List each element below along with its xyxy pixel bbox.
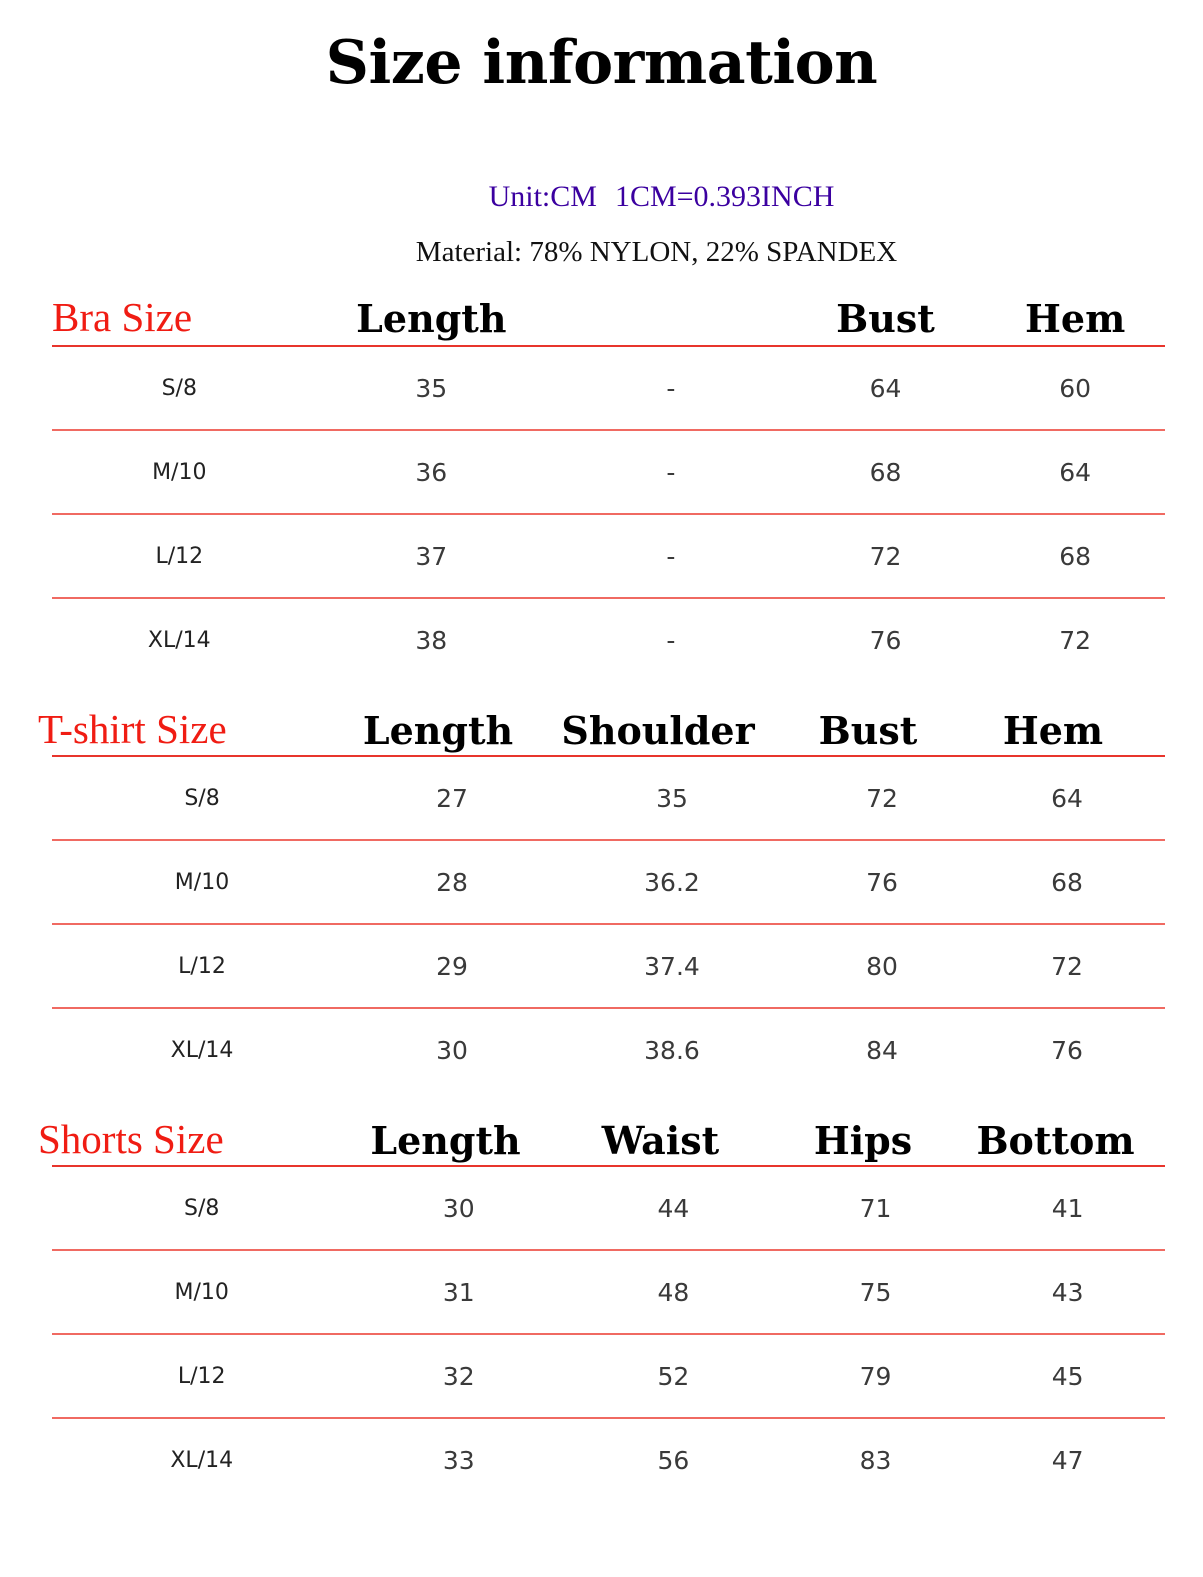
shorts-size-label: M/10 [174,1279,229,1305]
table-row [52,599,1165,681]
bra-size-label: S/8 [161,375,197,401]
shorts-length: 30 [442,1193,475,1223]
table-row [52,1335,1165,1419]
tshirt-hem: 64 [1051,783,1083,813]
page-title: Size information [325,28,878,98]
shorts-size-label: L/12 [177,1363,226,1389]
shorts-bottom: 41 [1051,1193,1084,1223]
tshirt-col-bust: Bust [818,708,918,753]
shorts-bottom: 47 [1051,1445,1084,1475]
bra-blank: - [666,625,676,655]
shorts-col-bottom: Bottom [976,1118,1135,1163]
shorts-hips: 79 [859,1361,892,1391]
table-row [52,1009,1165,1091]
tshirt-length: 27 [436,783,468,813]
shorts-waist: 48 [657,1277,690,1307]
table-row [52,925,1165,1009]
bra-size-label: M/10 [152,459,207,485]
bra-bust: 64 [869,373,902,403]
bra-hem: 72 [1059,625,1092,655]
section-bra [0,293,1203,681]
table-row [52,1419,1165,1501]
tshirt-shoulder: 36.2 [644,867,700,897]
bra-header-row [52,293,1165,347]
shorts-waist: 56 [657,1445,690,1475]
shorts-size-label: XL/14 [170,1447,234,1473]
section-tshirt [0,705,1203,1091]
bra-col-length: Length [356,296,507,341]
tshirt-shoulder: 38.6 [644,1035,700,1065]
shorts-col-hips: Hips [813,1118,913,1163]
bra-length: 37 [415,541,448,571]
table-row [52,757,1165,841]
bra-blank: - [666,373,676,403]
tshirt-bust: 76 [866,867,898,897]
tshirt-shoulder: 35 [656,783,688,813]
unit-line [0,180,1203,214]
bra-bust: 76 [869,625,902,655]
tshirt-length: 29 [436,951,468,981]
table-row [52,431,1165,515]
bra-length: 36 [415,457,448,487]
tshirt-bust: 84 [866,1035,898,1065]
shorts-length: 32 [442,1361,475,1391]
shorts-header-row [38,1115,1165,1167]
tshirt-col-length: Length [362,708,514,753]
bra-col-bust: Bust [836,296,935,341]
bra-col-hem: Hem [1025,296,1126,341]
shorts-hips: 71 [859,1193,892,1223]
tshirt-shoulder: 37.4 [644,951,700,981]
material-line: Material: 78% NYLON, 22% SPANDEX [415,236,898,268]
bra-blank: - [666,541,676,571]
bra-size-label: L/12 [155,543,204,569]
unit-label: Unit:CM [488,180,597,213]
bra-hem: 68 [1059,541,1092,571]
shorts-col-waist: Waist [601,1118,720,1163]
shorts-waist: 52 [657,1361,690,1391]
tshirt-hem: 72 [1051,951,1083,981]
bra-hem: 64 [1059,457,1092,487]
bra-length: 38 [415,625,448,655]
tshirt-size-label: S/8 [184,785,220,811]
tshirt-hem: 68 [1051,867,1083,897]
shorts-length: 33 [442,1445,475,1475]
size-chart-page [0,28,1203,1577]
tshirt-section-title: T-shirt Size [38,706,227,752]
tshirt-hem: 76 [1051,1035,1083,1065]
tshirt-size-label: M/10 [174,869,230,895]
bra-length: 35 [415,373,448,403]
table-row [52,841,1165,925]
bra-blank: - [666,457,676,487]
section-shorts [0,1115,1203,1501]
shorts-size-label: S/8 [184,1195,220,1221]
shorts-bottom: 43 [1051,1277,1084,1307]
table-row [52,1167,1165,1251]
tshirt-length: 28 [436,867,468,897]
bra-bust: 72 [869,541,902,571]
bra-section-title: Bra Size [52,294,193,340]
shorts-col-length: Length [370,1118,521,1163]
table-row [52,347,1165,431]
tshirt-length: 30 [436,1035,468,1065]
tshirt-bust: 72 [866,783,898,813]
unit-conversion: 1CM=0.393INCH [614,180,835,213]
tshirt-size-label: XL/14 [170,1037,234,1063]
tshirt-header-row [38,705,1165,757]
bra-bust: 68 [869,457,902,487]
shorts-section-title: Shorts Size [38,1116,224,1162]
bra-size-label: XL/14 [147,627,211,653]
table-row [52,515,1165,599]
shorts-bottom: 45 [1051,1361,1084,1391]
shorts-hips: 83 [859,1445,892,1475]
tshirt-size-label: L/12 [178,953,226,979]
shorts-length: 31 [442,1277,475,1307]
shorts-waist: 44 [657,1193,690,1223]
tshirt-bust: 80 [866,951,898,981]
table-row [52,1251,1165,1335]
shorts-hips: 75 [859,1277,892,1307]
tshirt-col-hem: Hem [1002,708,1104,753]
bra-hem: 60 [1059,373,1092,403]
tshirt-col-shoulder: Shoulder [561,708,755,753]
